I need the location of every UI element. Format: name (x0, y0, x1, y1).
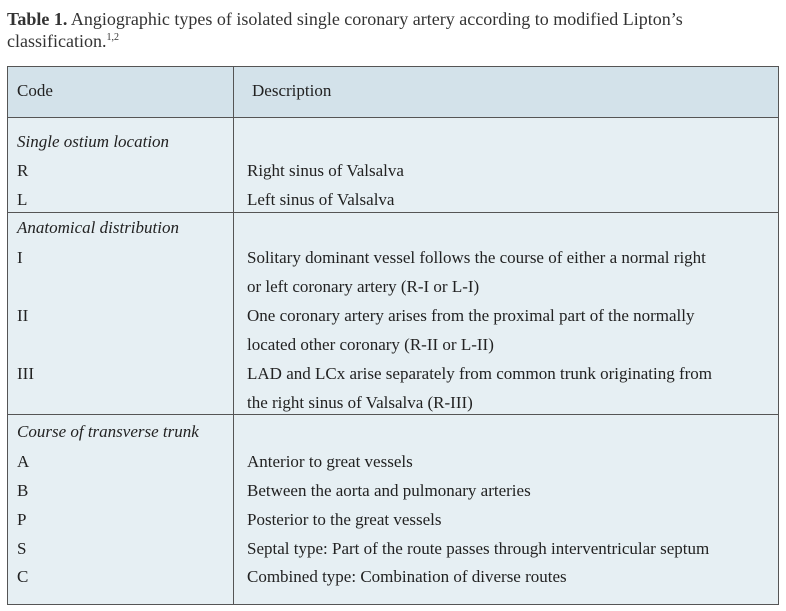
row-description: Combined type: Combination of diverse routes (247, 567, 567, 586)
row-code: S (17, 539, 27, 558)
classification-table (7, 66, 779, 605)
group-divider-2 (8, 414, 778, 415)
header-code: Code (17, 81, 53, 100)
row-description: Posterior to the great vessels (247, 510, 442, 529)
caption-text: Angiographic types of isolated single coronary artery according to modified Lipton’s classification. (7, 9, 683, 51)
row-description: One coronary artery arises from the proximal part of the normally (247, 306, 695, 325)
row-description: Anterior to great vessels (247, 452, 413, 471)
section-title: Anatomical distribution (17, 218, 179, 237)
row-code: P (17, 510, 27, 529)
row-description: Septal type: Part of the route passes through interventricular septum (247, 539, 710, 558)
row-description-continued: the right sinus of Valsalva (R-III) (247, 393, 473, 412)
column-divider (233, 67, 234, 604)
row-description: Right sinus of Valsalva (247, 161, 404, 180)
row-code: C (17, 567, 29, 586)
row-code: R (17, 161, 29, 180)
row-description: Between the aorta and pulmonary arteries (247, 481, 531, 500)
caption-label: Table 1. (7, 9, 68, 29)
row-code: A (17, 452, 30, 471)
row-description-continued: or left coronary artery (R-I or L-I) (247, 277, 480, 296)
group-divider-1 (8, 212, 778, 213)
section-title: Single ostium location (17, 132, 170, 151)
header-description: Description (252, 81, 332, 100)
row-code: L (17, 190, 28, 209)
row-code: III (17, 364, 34, 383)
row-description-continued: located other coronary (R-II or L-II) (247, 335, 494, 354)
row-code: II (17, 306, 29, 325)
section-title: Course of transverse trunk (17, 422, 199, 441)
row-description: Solitary dominant vessel follows the course of either a normal right (247, 248, 706, 267)
row-code: I (17, 248, 23, 267)
row-code: B (17, 481, 29, 500)
table-caption (7, 8, 777, 52)
row-description: LAD and LCx arise separately from common trunk originating from (247, 364, 713, 383)
caption-references: 1,2 (106, 32, 119, 43)
row-description: Left sinus of Valsalva (247, 190, 395, 209)
table-header-row (8, 67, 778, 118)
